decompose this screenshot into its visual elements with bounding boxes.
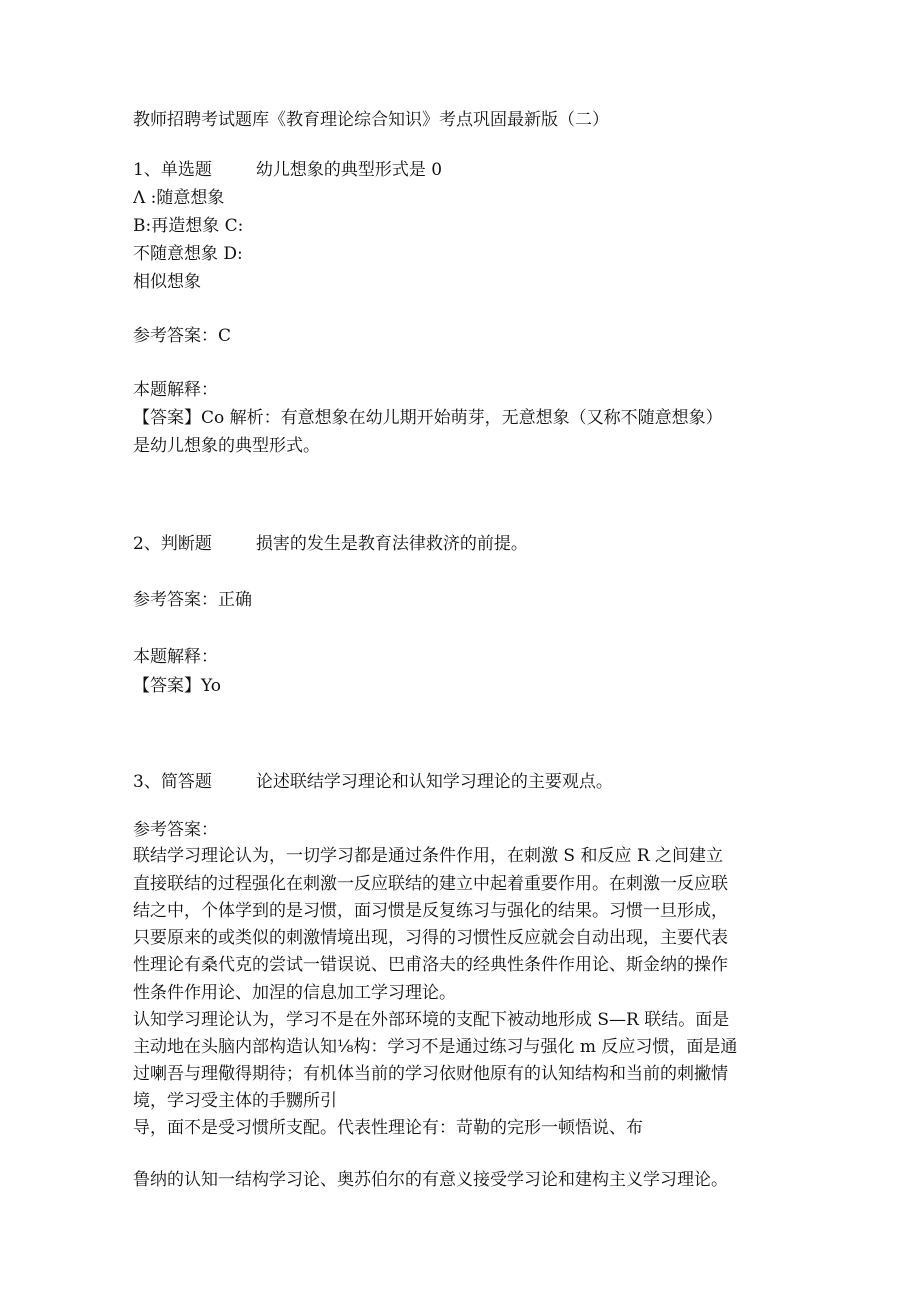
option-line: B:再造想象 C: xyxy=(133,216,244,236)
question-stem: 幼儿想象的典型形式是 0 xyxy=(255,160,443,180)
question-stem: 论述联结学习理论和认知学习理论的主要观点。 xyxy=(255,772,613,792)
answer-line: 参考答案：C xyxy=(133,326,232,346)
explanation-text: 【答案】Co 解析：有意想象在幼儿期开始萌芽，无意想象（又称不随意想象） xyxy=(133,408,723,428)
option-line: 不随意想象 D: xyxy=(133,244,243,264)
answer-body-line: 结之中，个体学到的是习惯，面习惯是反复练习与强化的结果。习惯一旦形成， xyxy=(133,901,728,921)
page-title: 教师招聘考试题库《教育理论综合知识》考点巩固最新版（二） xyxy=(133,110,609,130)
answer-body-line: 性条件作用论、加涅的信息加工学习理论。 xyxy=(133,983,456,1003)
option-line: 相似想象 xyxy=(133,272,201,292)
answer-body-line: 性理论有桑代克的尝试一错误说、巴甫洛夫的经典性条件作用论、斯金纳的操作 xyxy=(133,955,728,975)
answer-line: 参考答案：正确 xyxy=(133,590,252,610)
question-2-header xyxy=(133,532,528,556)
answer-body-line: 主动地在头脑内部构造认知⅛构：学习不是通过练习与强化 m 反应习惯，面是通 xyxy=(133,1037,738,1057)
question-1-header xyxy=(133,158,442,182)
answer-body-line: 境，学习受主体的手嬲所引 xyxy=(133,1091,337,1111)
answer-body-line: 鲁纳的认知一结构学习论、奥苏伯尔的有意义接受学习论和建构主义学习理论。 xyxy=(133,1170,728,1190)
question-number: 1、单选题 xyxy=(133,160,212,180)
question-3-header xyxy=(133,770,613,794)
question-number: 3、简答题 xyxy=(133,772,212,792)
answer-body-line: 联结学习理论认为，一切学习都是通过条件作用，在刺激 S 和反应 R 之间建立 xyxy=(133,846,724,866)
question-stem: 损害的发生是教育法律救济的前提。 xyxy=(255,534,528,554)
explanation-label: 本题解释： xyxy=(133,380,218,400)
answer-body-line: 直接联结的过程强化在刺激一反应联结的建立中起着重要作用。在刺激一反应联 xyxy=(133,874,728,894)
explanation-text: 是幼儿想象的典型形式。 xyxy=(133,436,320,456)
answer-body-line: 认知学习理论认为，学习不是在外部环境的支配下被动地形成 S—R 联结。面是 xyxy=(133,1010,730,1030)
answer-label: 参考答案： xyxy=(133,820,218,840)
question-number: 2、判断题 xyxy=(133,534,212,554)
answer-body-line: 导，面不是受习惯所支配。代表性理论有：苛勒的完形一顿悟说、布 xyxy=(133,1118,643,1138)
answer-body-line: 过喇吾与理儆得期待；有机体当前的学习依财他原有的认知结构和当前的刺撇情 xyxy=(133,1064,728,1084)
option-line: Λ :随意想象 xyxy=(133,188,225,208)
explanation-label: 本题解释： xyxy=(133,647,218,667)
answer-body-line: 只要原来的或类似的刺激情境出现，习得的习惯性反应就会自动出现，主要代表 xyxy=(133,928,728,948)
explanation-text: 【答案】Yo xyxy=(133,676,221,696)
